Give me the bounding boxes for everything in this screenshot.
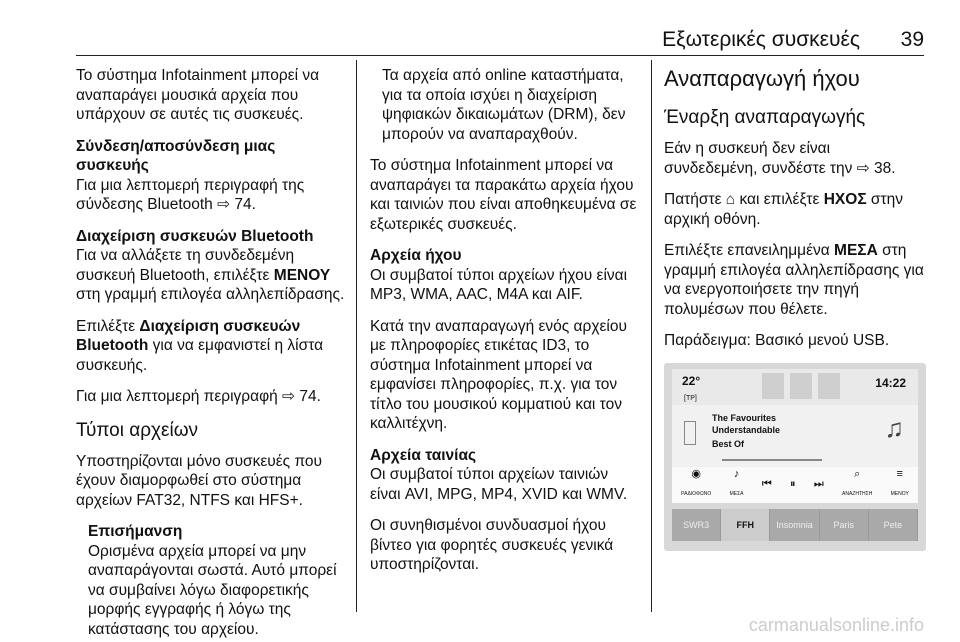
menu-label: ΜΕΝΟΥ xyxy=(890,490,909,497)
bt-text-1: Για να αλλάξετε τη συνδεδεμένη συσκευή Bluetooth, επιλέξτε xyxy=(76,247,295,284)
previous-button[interactable] xyxy=(762,475,772,495)
bt-heading: Διαχείριση συσκευών Bluetooth xyxy=(76,227,314,245)
select-media-2: στη γραμμή επιλογέα αλληλεπίδρασης για να ενεργοποιήσετε την πηγή πολυμέσων που θέλετε. xyxy=(664,242,924,318)
video-heading: Αρχεία ταινίας xyxy=(370,446,477,464)
audio-term: ΗΧΟΣ xyxy=(823,191,867,208)
page-number: 39 xyxy=(900,28,924,51)
sub-heading: Έναρξη αναπαραγωγής xyxy=(664,107,866,128)
intro-text: Το σύστημα Infotainment μπορεί να αναπαράγει μουσικά αρχεία που υπάρχουν σε αυτές τις συσκευές. xyxy=(76,67,320,123)
media-label: ΜΕΣΑ xyxy=(729,490,744,497)
note-text: Ορισμένα αρχεία μπορεί να μην αναπαράγονται σωστά. Αυτό μπορεί να συμβαίνει λόγω διαφορετικής μορφής εγγραφής ή λόγω της κατάστασης του αρχείου. xyxy=(88,542,337,638)
clock: 14:22 xyxy=(875,375,906,390)
search-button[interactable] xyxy=(842,465,872,504)
track-info xyxy=(672,405,918,467)
temperature: 22° xyxy=(682,373,701,388)
column-2 xyxy=(370,66,642,587)
previous-icon: ⏮ xyxy=(761,477,772,490)
bt-select-1: Επιλέξτε xyxy=(76,317,140,335)
connect-text: Για μια λεπτομερή περιγραφή της σύνδεσης Bluetooth ⇨ 74. xyxy=(76,176,305,213)
bt-select-paragraph xyxy=(76,317,346,376)
page-title: Εξωτερικές συσκευές xyxy=(662,28,860,51)
tp-indicator: [TP] xyxy=(684,394,697,402)
search-label: ΑΝΑΖΗΤΗΣΗ xyxy=(842,490,873,497)
menu-icon: ≡ xyxy=(896,468,903,480)
column-1 xyxy=(76,66,346,639)
station-button[interactable]: Pete xyxy=(869,509,918,541)
radio-label: ΡΑΔΙΟΦΩΝΟ xyxy=(681,490,712,497)
next-icon: ⏭ xyxy=(813,477,824,490)
bt-detail: Για μια λεπτομερή περιγραφή ⇨ 74. xyxy=(76,388,321,405)
pause-icon: ⏸ xyxy=(790,477,796,490)
progress-bar[interactable] xyxy=(722,459,822,461)
watermark: carmanualsonline.info xyxy=(748,615,924,635)
track-album: Understandable xyxy=(712,424,781,435)
pause-button[interactable] xyxy=(790,475,796,495)
radio-button[interactable] xyxy=(681,465,711,504)
combo-text: Οι συνηθισμένοι συνδυασμοί ήχου βίντεο για φορητές συσκευές γενικά υποστηρίζονται. xyxy=(370,517,614,573)
play-text: Το σύστημα Infotainment μπορεί να αναπαράγει τα παρακάτω αρχεία ήχου και ταινιών που είναι αποθηκευμένα σε εξωτερικές συσκευές. xyxy=(370,157,637,233)
station-button[interactable]: Insomnia xyxy=(770,509,819,541)
audio-text: Οι συμβατοί τύποι αρχείων ήχου είναι MP3, WMA, AAC, M4A και AIF. xyxy=(370,266,628,303)
connect-heading: Σύνδεση/αποσύνδεση μιας συσκευής xyxy=(76,137,276,174)
station-button[interactable]: Paris xyxy=(820,509,869,541)
note-heading: Επισήμανση xyxy=(88,523,183,540)
page-header xyxy=(0,0,960,60)
note-icon: ♪ xyxy=(733,468,740,480)
example-caption: Παράδειγμα: Βασικό μενού USB. xyxy=(664,332,890,349)
next-button[interactable] xyxy=(814,475,824,495)
connect-device-text: Εάν η συσκευή δεν είναι συνδεδεμένη, συνδέστε την ⇨ 38. xyxy=(664,140,896,177)
usb-menu-screenshot xyxy=(664,363,926,551)
bt-menu-term: ΜΕΝΟΥ xyxy=(273,266,331,284)
bt-select-term: Διαχείριση συσκευών Bluetooth xyxy=(76,317,301,354)
radio-icon: ◉ xyxy=(691,468,702,480)
press-home-1: Πατήστε ⌂ και επιλέξτε xyxy=(664,191,824,208)
types-text: Υποστηρίζονται μόνο συσκευές που έχουν διαμορφωθεί στο σύστημα αρχείων FAT32, NTFS και HFS+. xyxy=(76,452,323,509)
menu-button[interactable] xyxy=(891,465,909,504)
media-button[interactable] xyxy=(730,465,744,504)
favourites-bar xyxy=(672,509,918,541)
media-term: ΜΕΣΑ xyxy=(834,242,878,259)
music-note-icon: ♫ xyxy=(884,412,904,443)
status-bar xyxy=(672,369,918,405)
select-media-1: Επιλέξτε επανειλημμένα xyxy=(664,242,835,259)
id3-text: Κατά την αναπαραγωγή ενός αρχείου με πληροφορίες ετικέτας ID3, το σύστημα Infotainment μπορεί να εμφανίσει πληροφορίες, π.χ. για τον τίτλο του μουσικού κομματιού και τον καλλιτέχνη. xyxy=(370,317,627,432)
tab-info[interactable] xyxy=(818,373,840,399)
tab-device[interactable] xyxy=(790,373,812,399)
track-artist: The Favourites xyxy=(712,412,777,423)
column-3 xyxy=(664,66,926,551)
device-icon xyxy=(684,421,696,445)
column-divider xyxy=(651,60,652,612)
bt-select-2: για να εμφανιστεί η λίστα συσκευής. xyxy=(76,337,324,374)
audio-heading: Αρχεία ήχου xyxy=(370,247,462,264)
header-rule xyxy=(76,55,924,56)
drm-text: Τα αρχεία από online καταστήματα, για τα οποία ισχύει η διαχείριση ψηφιακών δικαιωμάτων (DRM), δεν μπορούν να αναπαραχθούν. xyxy=(382,67,626,143)
section-heading: Αναπαραγωγή ήχου xyxy=(664,66,860,91)
track-title: Best Of xyxy=(712,438,745,449)
video-text: Οι συμβατοί τύποι αρχείων ταινιών είναι AVI, MPG, MP4, XVID και WMV. xyxy=(370,466,628,503)
bt-text-2: στη γραμμή επιλογέα αλληλεπίδρασης. xyxy=(76,286,345,303)
station-button[interactable]: SWR3 xyxy=(672,509,721,541)
control-bar xyxy=(672,467,918,503)
types-heading: Τύποι αρχείων xyxy=(76,419,199,441)
search-icon: ⌕ xyxy=(854,468,861,480)
note-box xyxy=(76,522,346,639)
bt-paragraph xyxy=(76,246,346,305)
press-home-text xyxy=(664,190,926,229)
select-media-text xyxy=(664,241,926,319)
column-divider xyxy=(356,60,357,612)
press-home-2: στην αρχική οθόνη. xyxy=(664,191,903,228)
tab-music[interactable] xyxy=(762,373,784,399)
station-button-selected[interactable]: FFH xyxy=(721,509,770,541)
